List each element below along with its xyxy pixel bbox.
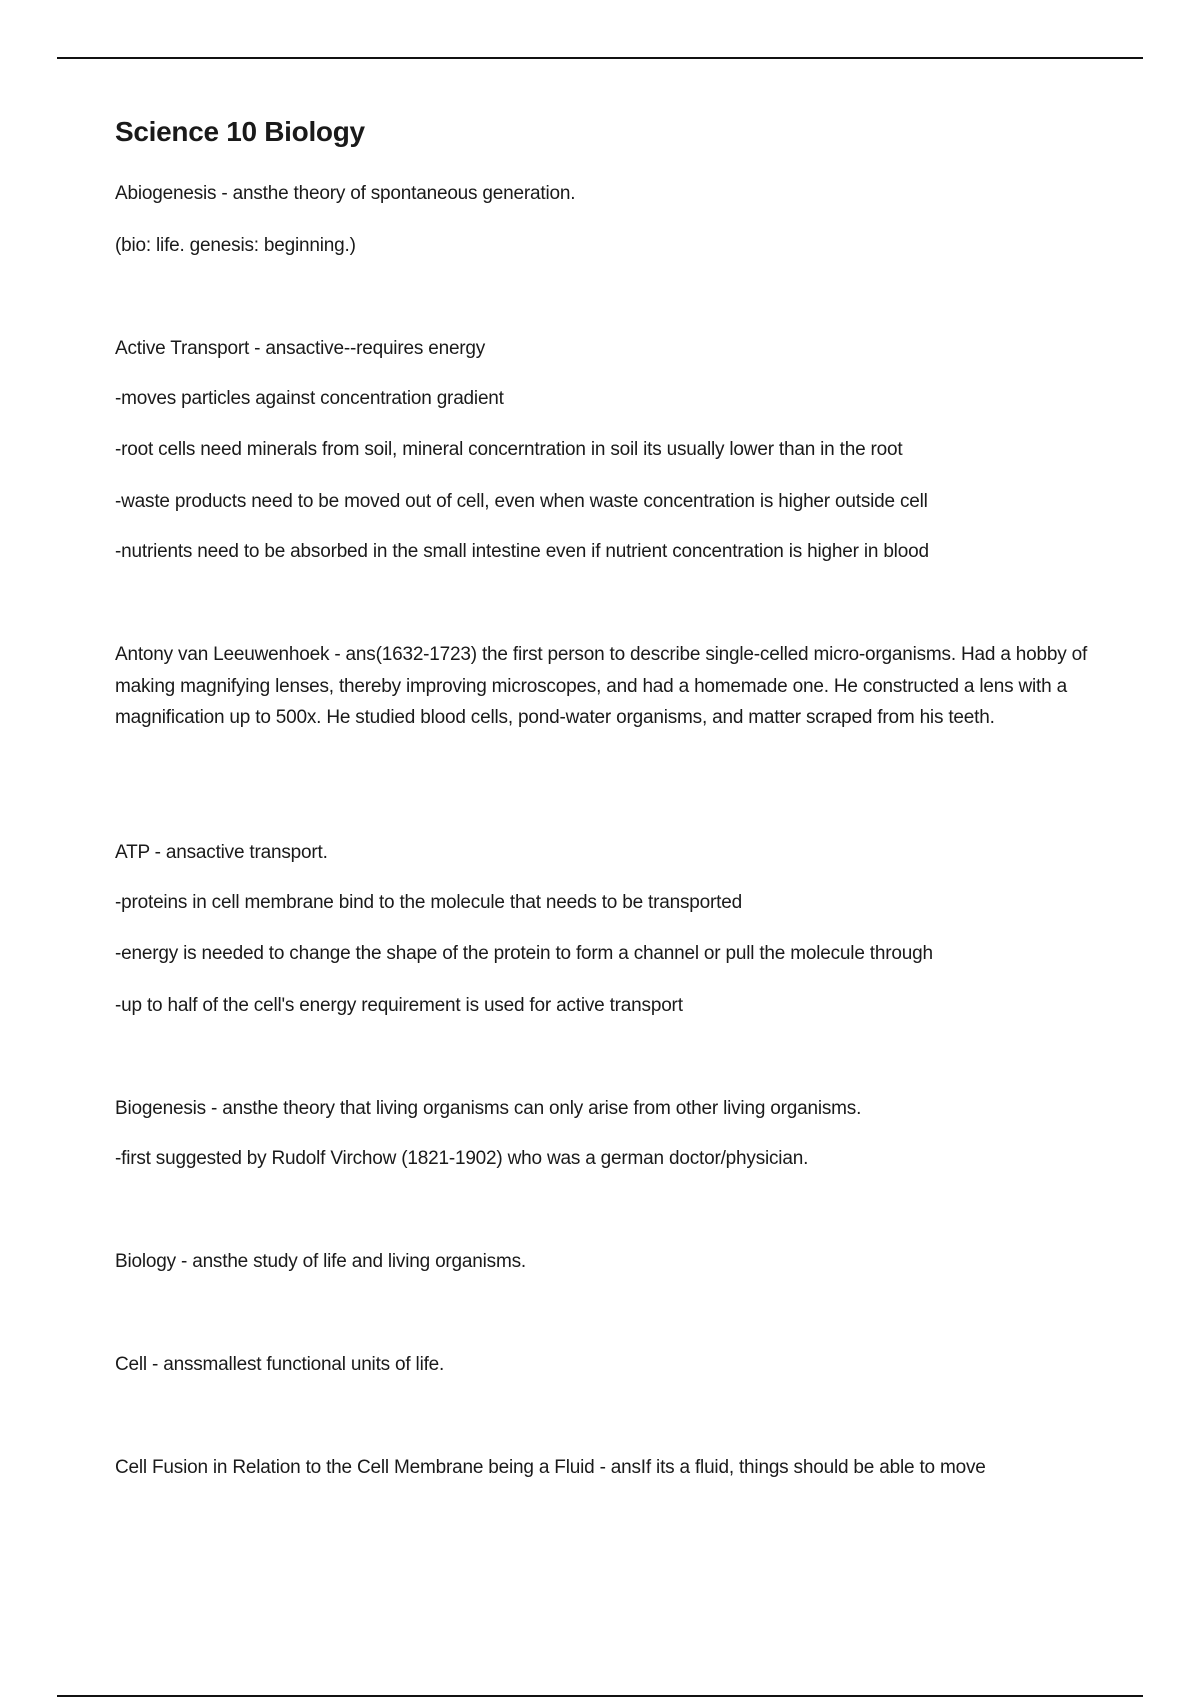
- active-transport-note-2: -root cells need minerals from soil, mineral concerntration in soil its usually lower than in the root: [115, 439, 903, 460]
- cell-fusion-definition: Cell Fusion in Relation to the Cell Membrane being a Fluid - ansIf its a fluid, things should be able to move: [115, 1457, 986, 1478]
- abiogenesis-etymology: (bio: life. genesis: beginning.): [115, 235, 356, 256]
- abiogenesis-definition: Abiogenesis - ansthe theory of spontaneous generation.: [115, 183, 576, 204]
- active-transport-note-3: -waste products need to be moved out of cell, even when waste concentration is higher outside cell: [115, 491, 928, 512]
- biology-definition: Biology - ansthe study of life and living organisms.: [115, 1251, 526, 1272]
- atp-note-3: -up to half of the cell's energy requirement is used for active transport: [115, 995, 683, 1016]
- atp-definition: ATP - ansactive transport.: [115, 842, 328, 863]
- active-transport-note-4: -nutrients need to be absorbed in the small intestine even if nutrient concentration is higher in blood: [115, 541, 929, 562]
- leeuwenhoek-definition: Antony van Leeuwenhoek - ans(1632-1723) the first person to describe single-celled micro-organisms. Had a hobby of making magnifying lenses, thereby improving microscopes, and had a homemade one. He constructed a lens with a magnification up to 500x. He studied blood cells, pond-water organisms, and matter scraped from his teeth.: [115, 644, 1088, 728]
- active-transport-note-1: -moves particles against concentration gradient: [115, 388, 504, 409]
- biogenesis-definition: Biogenesis - ansthe theory that living organisms can only arise from other living organisms.: [115, 1098, 862, 1119]
- bottom-rule: [57, 1695, 1143, 1697]
- atp-note-1: -proteins in cell membrane bind to the molecule that needs to be transported: [115, 892, 742, 913]
- page-title: Science 10 Biology: [115, 116, 365, 147]
- top-rule: [57, 57, 1143, 59]
- cell-definition: Cell - anssmallest functional units of life.: [115, 1354, 445, 1375]
- active-transport-definition: Active Transport - ansactive--requires energy: [115, 338, 486, 359]
- atp-note-2: -energy is needed to change the shape of the protein to form a channel or pull the molecule through: [115, 943, 933, 964]
- biogenesis-note-1: -first suggested by Rudolf Virchow (1821-1902) who was a german doctor/physician.: [115, 1148, 809, 1169]
